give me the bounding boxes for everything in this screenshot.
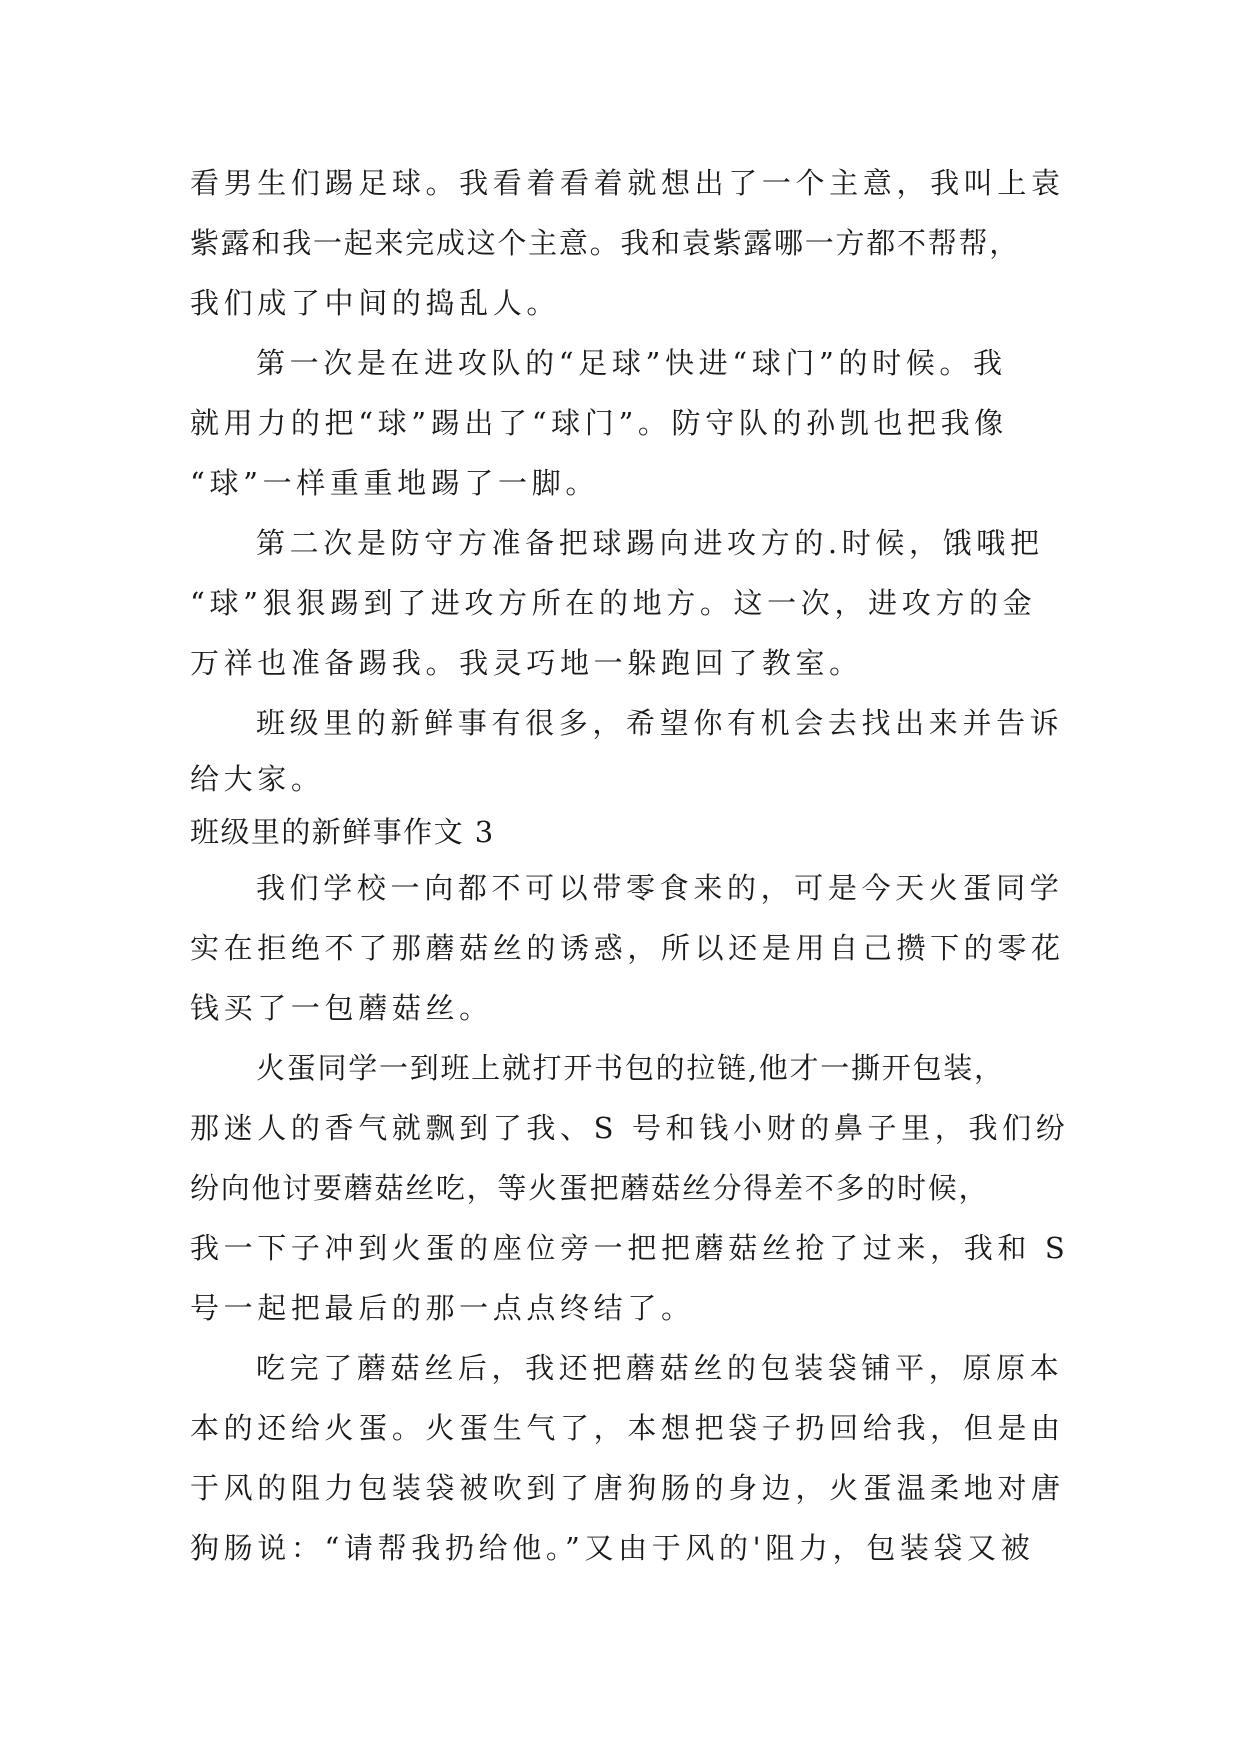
text-line: 紫露和我一起来完成这个主意。我和袁紫露哪一方都不帮帮， [190, 226, 1020, 260]
text-line: 号一起把最后的那一点点终结了。 [190, 1291, 695, 1325]
text-line: 那迷人的香气就飘到了我、S 号和钱小财的鼻子里，我们纷 [190, 1111, 1070, 1145]
paragraph-first-line: 我们学校一向都不可以带零食来的，可是今天火蛋同学 [256, 871, 1064, 905]
text-line: 本的还给火蛋。火蛋生气了，本想把袋子扔回给我，但是由 [190, 1411, 1065, 1445]
paragraph-first-line: 第二次是防守方准备把球踢向进攻方的.时候，饿哦把 [256, 526, 1044, 560]
text-line: 我们成了中间的捣乱人。 [190, 286, 561, 320]
text-line: 看男生们踢足球。我看着看着就想出了一个主意，我叫上袁 [190, 166, 1065, 200]
paragraph-first-line: 吃完了蘑菇丝后，我还把蘑菇丝的包装袋铺平，原原本 [256, 1351, 1064, 1385]
paragraph-first-line: 火蛋同学一到班上就打开书包的拉链,他才一撕开包装， [256, 1051, 1005, 1085]
text-line: 实在拒绝不了那蘑菇丝的诱惑，所以还是用自己攒下的零花 [190, 931, 1065, 965]
text-line: 就用力的把“球”踢出了“球门”。防守队的孙凯也把我像 [190, 406, 1008, 440]
text-line: 给大家。 [190, 762, 325, 796]
text-line: “球”狠狠踢到了进攻方所在的地方。这一次，进攻方的金 [190, 586, 1037, 620]
text-line: 我一下子冲到火蛋的座位旁一把把蘑菇丝抢了过来，我和 S [190, 1231, 1070, 1265]
text-line: 钱买了一包蘑菇丝。 [190, 991, 493, 1025]
paragraph-first-line: 班级里的新鲜事有很多，希望你有机会去找出来并告诉 [256, 706, 1064, 740]
text-line: “球”一样重重地踢了一脚。 [190, 466, 599, 500]
text-line: 狗肠说：“请帮我扔给他。”又由于风的'阻力，包装袋又被 [190, 1531, 1035, 1565]
paragraph-first-line: 第一次是在进攻队的“足球”快进“球门”的时候。我 [256, 346, 1007, 380]
text-line: 万祥也准备踢我。我灵巧地一躲跑回了教室。 [190, 646, 863, 680]
text-line: 纷向他讨要蘑菇丝吃，等火蛋把蘑菇丝分得差不多的时候， [190, 1171, 990, 1205]
text-line: 于风的阻力包装袋被吹到了唐狗肠的身边，火蛋温柔地对唐 [190, 1471, 1065, 1505]
section-heading: 班级里的新鲜事作文 3 [190, 815, 495, 849]
